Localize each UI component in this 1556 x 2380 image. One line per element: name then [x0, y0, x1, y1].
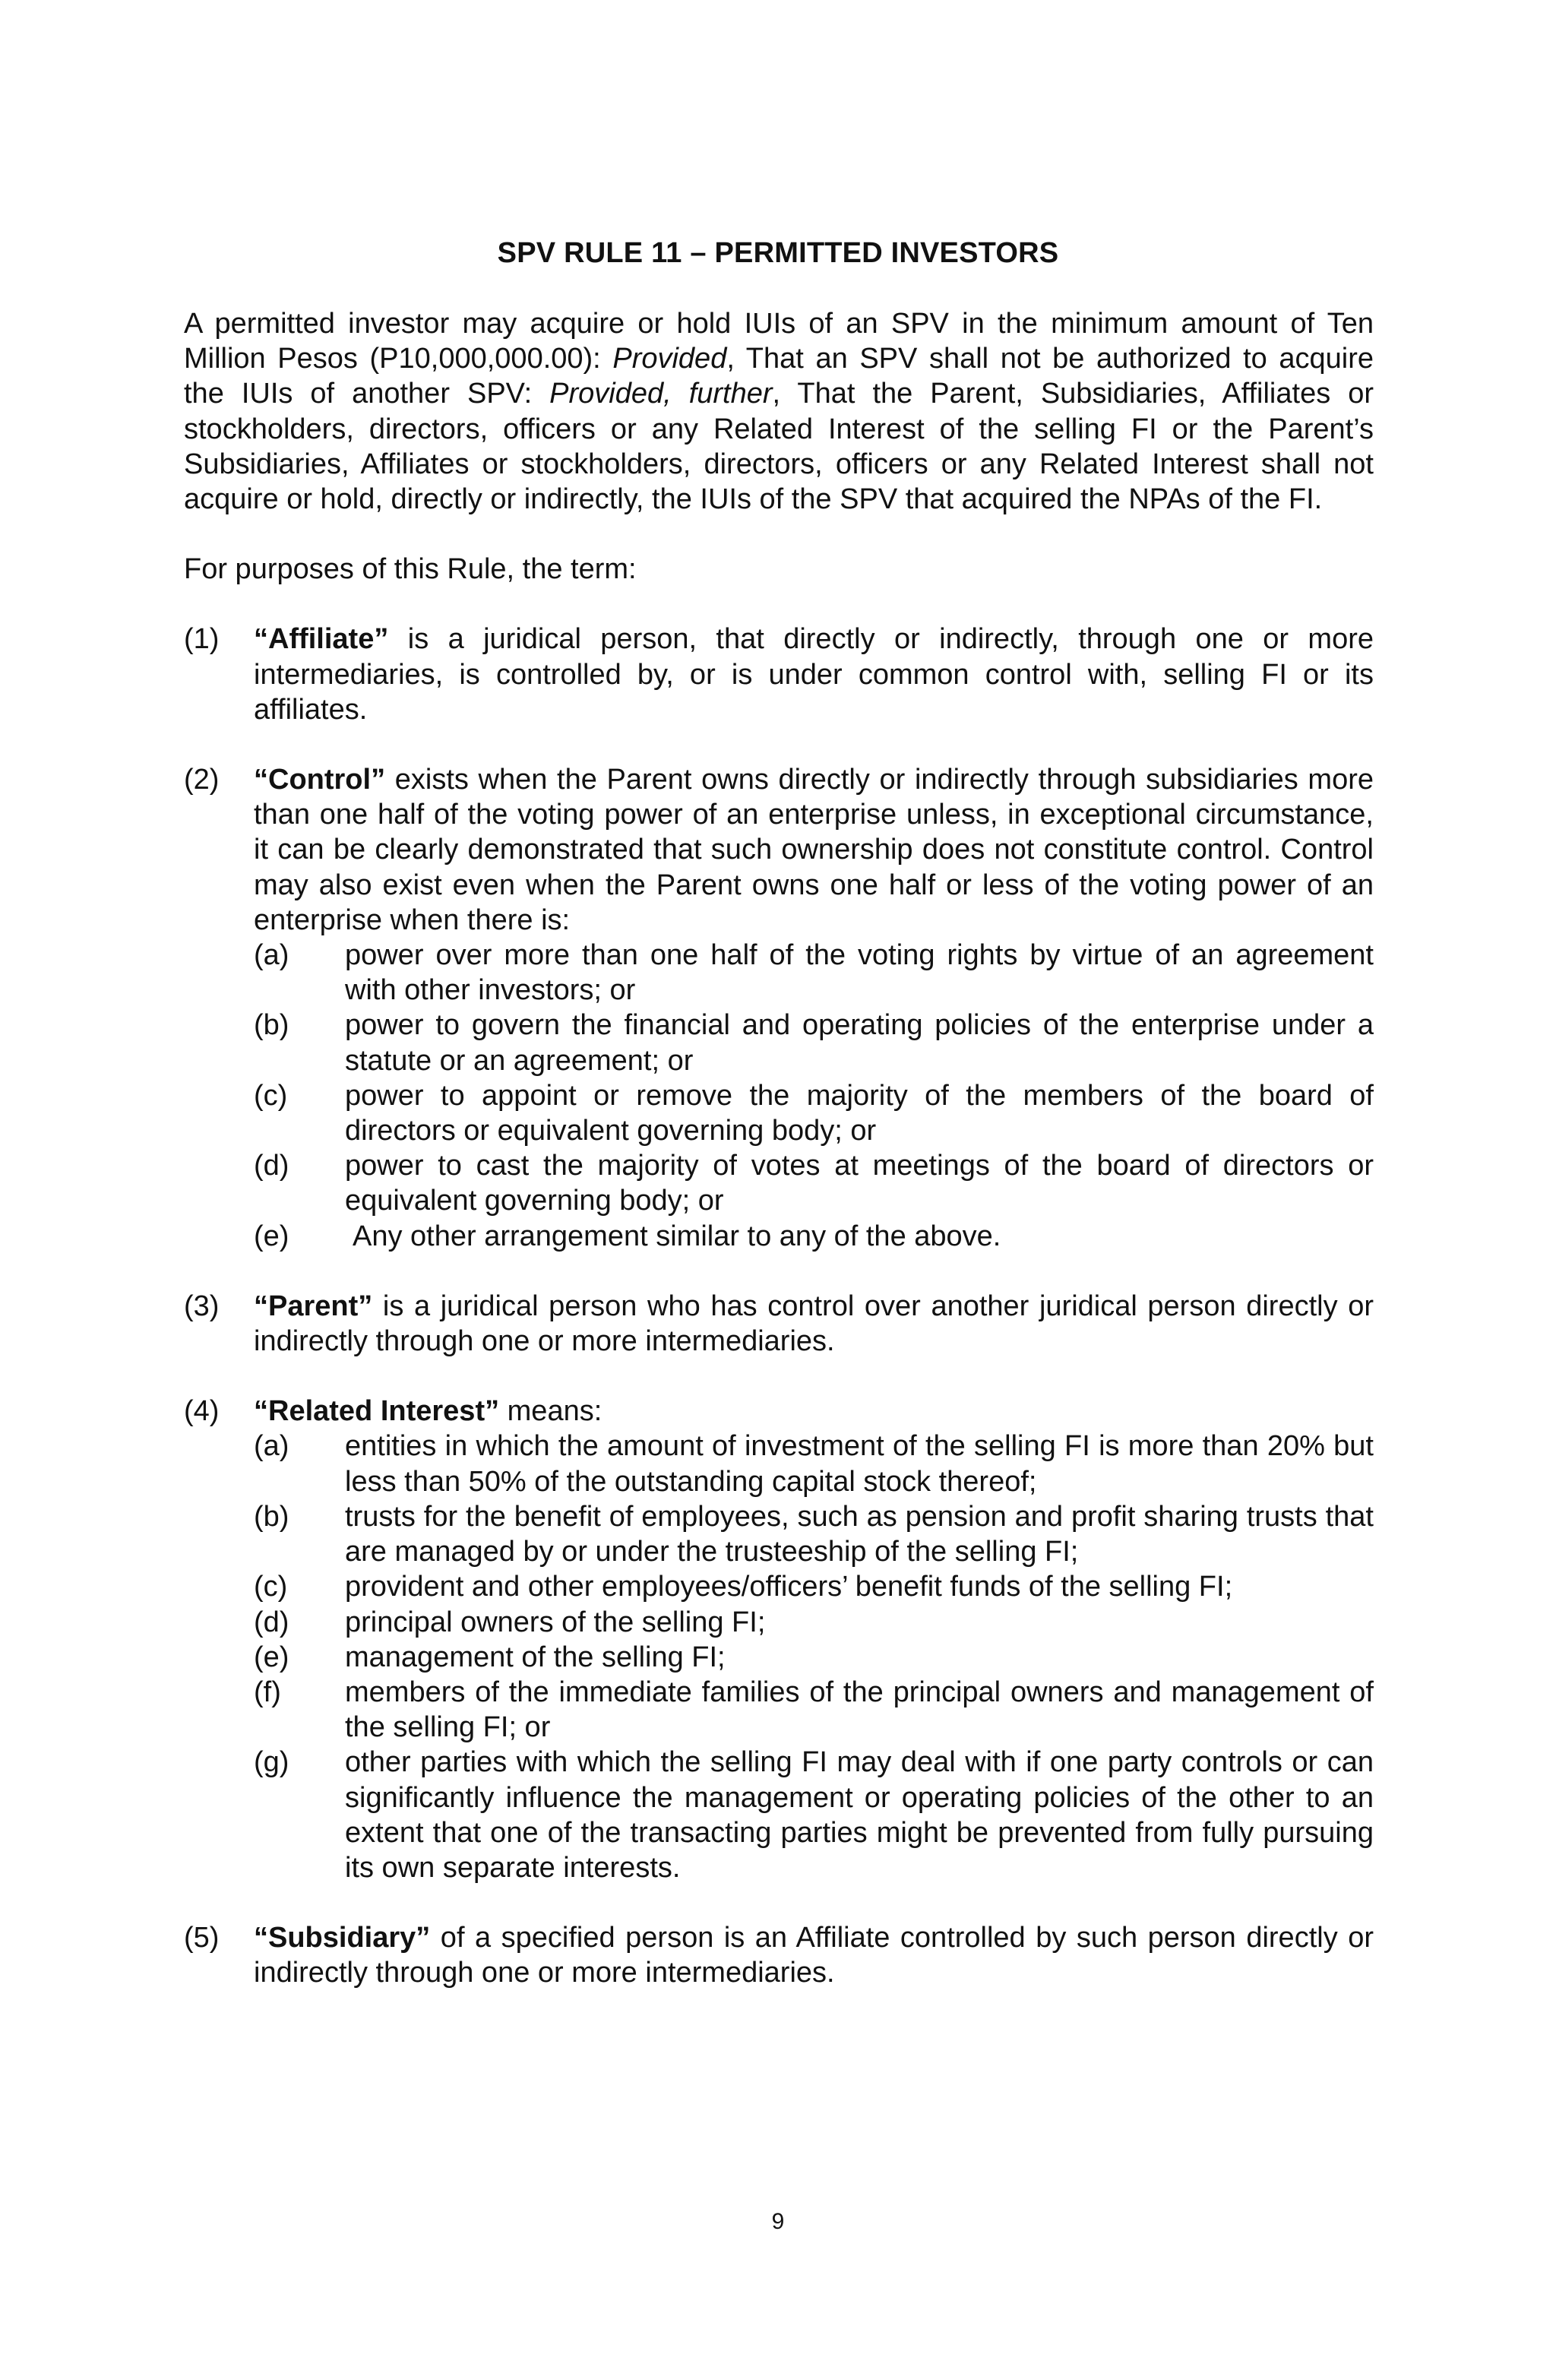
page-number: 9 — [771, 2209, 785, 2234]
definition-number: (4) — [184, 1395, 220, 1428]
definition-number: (5) — [184, 1922, 220, 1954]
list-item-letter: (b) — [254, 1009, 289, 1042]
list-item — [254, 1675, 1374, 1745]
list-item-letter: (e) — [254, 1220, 289, 1252]
definition-control — [184, 762, 1374, 1254]
list-item — [254, 1640, 1374, 1675]
list-item — [254, 938, 1374, 1008]
definition-text: is a juridical person who has control over another juridical person directly or indirectly through one or more intermediaries. — [254, 1290, 1374, 1358]
definition-body — [254, 622, 1374, 727]
definition-number: (1) — [184, 623, 220, 656]
intro-text-3: , That the Parent, Subsidiaries, Affiliates or stockholders, directors, officers or any Related Interest of the selling FI or the Parent’s Subsidiaries, Affiliates or stockholders, directors, officers or any Related Interest shall not acquire or hold, directly or indirectly, the IUIs of the SPV that acquired the NPAs of the FI. — [184, 378, 1374, 516]
list-item — [254, 1008, 1374, 1078]
intro-paragraph — [184, 306, 1374, 517]
definition-term: “Subsidiary” — [254, 1922, 431, 1954]
list-item-letter: (d) — [254, 1606, 289, 1638]
definition-parent — [184, 1289, 1374, 1359]
definition-number: (3) — [184, 1290, 220, 1322]
list-item-letter: (c) — [254, 1571, 288, 1603]
list-item-text: provident and other employees/officers’ benefit funds of the selling FI; — [345, 1571, 1233, 1603]
definition-term: “Control” — [254, 764, 386, 796]
list-item-text: power to appoint or remove the majority of the members of the board of directors or equivalent governing body; or — [345, 1079, 1374, 1147]
list-item-letter: (b) — [254, 1500, 289, 1533]
list-item-text: power to cast the majority of votes at meetings of the board of directors or equivalent governing body; or — [345, 1150, 1374, 1217]
definition-term: “Parent” — [254, 1290, 373, 1322]
list-item-text: members of the immediate families of the principal owners and management of the selling FI; or — [345, 1676, 1374, 1744]
list-item-text: principal owners of the selling FI; — [345, 1606, 766, 1638]
list-item-text: power to govern the financial and operating policies of the enterprise under a statute or an agreement; or — [345, 1009, 1374, 1077]
list-item-letter: (a) — [254, 939, 289, 972]
list-item — [254, 1569, 1374, 1604]
list-item-text: Any other arrangement similar to any of the above. — [353, 1220, 1001, 1252]
definition-body — [254, 1920, 1374, 1990]
definition-body — [254, 762, 1374, 1254]
definition-text: means: — [499, 1395, 602, 1428]
list-item — [254, 1429, 1374, 1499]
list-item — [254, 1148, 1374, 1218]
list-item — [254, 1745, 1374, 1885]
definition-related-interest — [184, 1394, 1374, 1885]
intro-italic-provided: Provided — [612, 343, 727, 375]
definition-text: exists when the Parent owns directly or indirectly through subsidiaries more than one half of the voting power of an enterprise unless, in exceptional circumstance, it can be clearly demonstrated that such ownership does not constitute control. Control may also exist even when the Parent owns one half or less of the voting power of an enterprise when there is: — [254, 764, 1374, 936]
definition-affiliate — [184, 622, 1374, 727]
list-item-letter: (a) — [254, 1430, 289, 1463]
list-item — [254, 1499, 1374, 1569]
intro-italic-provided-further: Provided, further — [549, 378, 773, 410]
list-item-letter: (g) — [254, 1746, 289, 1779]
definition-term: “Affiliate” — [254, 623, 389, 656]
list-item-letter: (f) — [254, 1676, 281, 1708]
definition-number: (2) — [184, 764, 220, 796]
list-item-text: management of the selling FI; — [345, 1641, 726, 1673]
purposes-paragraph: For purposes of this Rule, the term: — [184, 553, 637, 586]
list-item-letter: (d) — [254, 1150, 289, 1182]
list-item-letter: (c) — [254, 1079, 288, 1112]
list-item-text: trusts for the benefit of employees, such as pension and profit sharing trusts that are managed by or under the trusteeship of the selling FI; — [345, 1500, 1374, 1568]
definition-term: “Related Interest” — [254, 1395, 500, 1428]
list-item-text: power over more than one half of the voting rights by virtue of an agreement with other investors; or — [345, 939, 1374, 1007]
definition-body — [254, 1289, 1374, 1359]
definition-body — [254, 1394, 1374, 1885]
page-title: SPV RULE 11 – PERMITTED INVESTORS — [497, 237, 1059, 269]
definition-subsidiary — [184, 1920, 1374, 1990]
list-item-text: other parties with which the selling FI may deal with if one party controls or can significantly influence the management or operating policies of the other to an extent that one of the transacting parties might be prevented from fully pursuing its own separate interests. — [345, 1746, 1374, 1884]
document-body — [184, 306, 1374, 1991]
list-item — [254, 1078, 1374, 1148]
list-item — [254, 1605, 1374, 1640]
definition-text: is a juridical person, that directly or indirectly, through one or more intermediaries, is controlled by, or is under common control with, selling FI or its affiliates. — [254, 623, 1374, 726]
list-item — [254, 1219, 1374, 1254]
intro-text-1: A permitted investor may acquire or hold IUIs of an SPV in the minimum amount of Ten Million Pesos (P10,000,000.00): — [184, 308, 1374, 375]
list-item-text: entities in which the amount of investment of the selling FI is more than 20% but less than 50% of the outstanding capital stock thereof; — [345, 1430, 1374, 1498]
definition-text: of a specified person is an Affiliate controlled by such person directly or indirectly through one or more intermediaries. — [254, 1922, 1374, 1989]
list-item-letter: (e) — [254, 1641, 289, 1673]
intro-text-2: , That an SPV shall not be authorized to acquire the IUIs of another SPV: — [184, 343, 1374, 410]
